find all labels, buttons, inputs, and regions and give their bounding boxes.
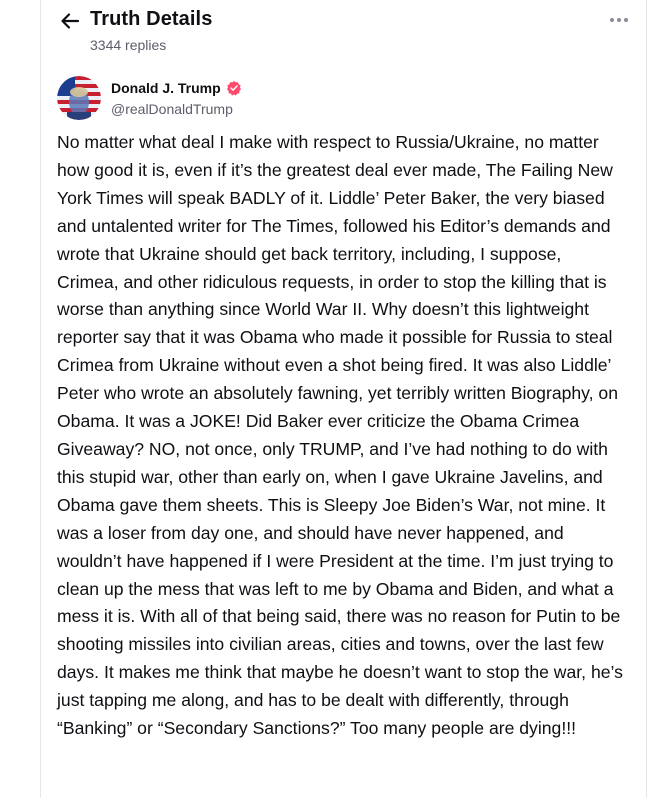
author-handle[interactable]: @realDonaldTrump	[111, 101, 233, 117]
arrow-left-icon[interactable]	[58, 9, 82, 33]
column-divider-left	[40, 0, 41, 798]
page-title: Truth Details	[90, 8, 213, 30]
post-author[interactable]	[57, 76, 631, 122]
verified-badge-icon	[226, 80, 242, 96]
page-header	[58, 4, 631, 64]
more-horizontal-icon[interactable]	[607, 8, 631, 32]
avatar[interactable]	[57, 76, 101, 120]
column-divider-right	[646, 0, 647, 798]
author-display-name[interactable]: Donald J. Trump	[111, 80, 221, 96]
reply-count: 3344 replies	[90, 37, 167, 53]
post-body: No matter what deal I make with respect to Russia/Ukraine, no matter how good it is, even if it’s the greatest deal ever made, The Failing New York Times will speak BADLY of it. Liddle’ Peter Baker, the very biased and untalented writer for The Times, followed his Editor’s demands and wrote that Ukraine should get back territory, including, I suppose, Crimea, and other ridiculous requests, in order to stop the killing that is worse than anything since World War II. Why doesn’t this lightweight reporter say that it was Obama who made it possible for Russia to steal Crimea from Ukraine without even a shot being fired. It was also Liddle’ Peter who wrote an absolutely fawning, yet terribly written Biography, on Obama. It was a JOKE! Did Baker ever criticize the Obama Crimea Giveaway? NO, not once, only TRUMP, and I’ve had nothing to do with this stupid war, other than early on, when I gave Ukraine Javelins, and Obama gave them sheets. This is Sleepy Joe Biden’s War, not mine. It was a loser from day one, and should have never happened, and wouldn’t have happened if I were President at the time. I’m just trying to clean up the mess that was left to me by Obama and Biden, and what a mess it is. With all of that being said, there was no reason for Putin to be shooting missiles into civilian areas, cities and towns, over the last few days. It makes me think that maybe he doesn’t want to stop the war, he’s just tapping me along, and has to be dealt with differently, through “Banking” or “Secondary Sanctions?” Too many people are dying!!!	[57, 132, 623, 739]
author-name-row[interactable]	[111, 80, 242, 96]
